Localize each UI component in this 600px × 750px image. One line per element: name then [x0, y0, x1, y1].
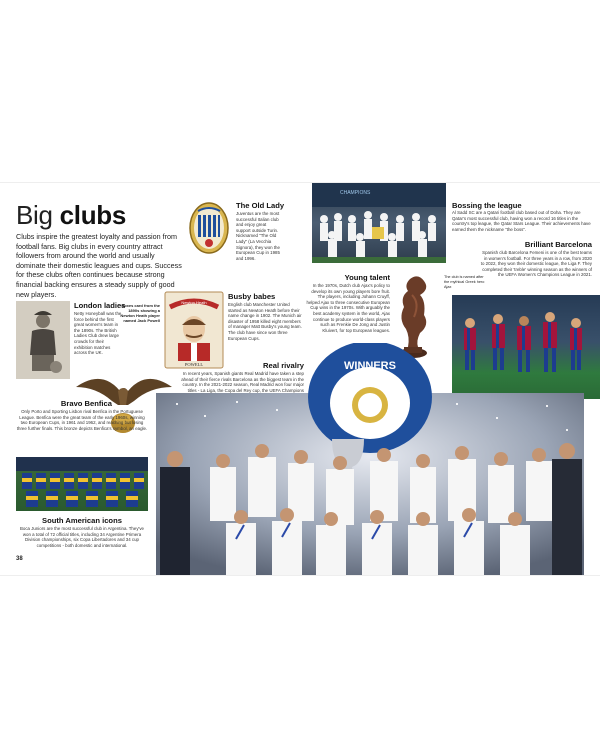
boca-juniors-photo [16, 457, 148, 511]
barcelona-text: Spanish club Barcelona Femeni is one of the best teams in women's football. For three years in a row, from 2020 to 2022, they won their domestic league, the Liga F. They completed their 'treble' winning season as the winners of the UEFA Women's Champions League in 2021. [480, 250, 592, 278]
al-sadd-team-photo [312, 183, 446, 263]
page-title: Big clubs [16, 200, 127, 230]
busby-text: English club Manchester United started as Newton Heath before their name change in 1902. The Munich air disaster of 1958 killed eight members of manager Matt Busby's young team. The club have since won three European Cups. [228, 302, 302, 341]
young-talent-heading: Young talent [344, 273, 390, 282]
london-ladies-text: Netty Honeyball was the force behind the first great women's team in the 1890s. The British Ladies Club drew large crowds for their exhibition matches across the UK. [74, 311, 122, 356]
page-number: 38 [16, 556, 23, 562]
barcelona-heading: Brilliant Barcelona [524, 240, 592, 249]
ajax-statue-caption: The club is named after the mythical Greek hero Ajax [444, 275, 485, 289]
south-american-text: Boca Juniors are the most successful club in Argentina. They've won a total of 72 official titles, including 34 Argentine Primera Division championships, six Copa Libertadores and 34 cup competitions - both domestic and international. [19, 526, 144, 548]
young-talent-text: In the 1970s, Dutch club Ajax's policy to develop its own young players bore fruit. The players, including Johann Cruyff, helped Ajax to three consecutive European Cup wins in the 1970s. With arguably the best academy system in the world, Ajax continue to produce world-class players such as Frenkie De Jong and Justin Kluivert, for top European leagues. [306, 283, 390, 333]
bossing-text: Al Sadd SC are a Qatari football club based out of Doha. They are Qatar's most successful club, having won a record 16 titles in the country's top league, the Qatar Stars League. Their achievements have earned them the nickname "the boss". [452, 210, 591, 232]
juventus-crest-image [188, 201, 230, 255]
busby-heading: Busby babes [228, 292, 276, 301]
london-ladies-heading: London ladies [74, 301, 126, 310]
card-banner-text: Newton Heath [181, 300, 207, 305]
champions-banner-text: CHAMPIONS [340, 190, 371, 196]
real-madrid-celebration-photo [156, 343, 584, 575]
busby-card-caption: Boxes card from the 1890s showing a Newton Heath player named Jack Powell [120, 303, 160, 323]
old-lady-text: Juventus are the most successful Italian club and enjoy great support outside Turin. Nicknamed "The Old Lady" (La Vecchia Signora), they won the European Cup in 1985 and 1996. [236, 211, 280, 261]
london-ladies-photo [16, 301, 70, 379]
old-lady-heading: The Old Lady [236, 201, 285, 210]
benfica-heading: Bravo Benfica [60, 399, 112, 408]
real-rivalry-text: In recent years, Spanish giants Real Madrid have taken a step ahead of their fierce rivals Barcelona as the biggest team in the country. In the 2021-2022 season, Real Madrid won four major titles - La Liga, the Copa del Rey cup, the UEFA Champions [181, 371, 304, 393]
winners-banner-text: WINNERS [344, 360, 396, 372]
benfica-text: Only Porto and Sporting Lisbon rival Benfica in the Portuguese League. Benfica were the great team of the early 1960s, winning two European Cups, in 1961 and 1962, and reaching but losing three further finals. This bronze depicts Benfica's symbol, an eagle. [16, 409, 148, 431]
book-spread [0, 182, 600, 576]
bossing-heading: Bossing the league [452, 201, 522, 210]
real-rivalry-heading: Real rivalry [263, 361, 304, 370]
intro-paragraph: Clubs inspire the greatest loyalty and passion from football fans. Big clubs in every country attract followers from around the world and usually dominate their domestic leagues and cups. Success for these clubs often continues because strong financial backing ensures a steady supply of good new players. [16, 232, 182, 299]
card-name-text: POWELL [184, 362, 204, 367]
south-american-heading: South American icons [42, 516, 122, 525]
